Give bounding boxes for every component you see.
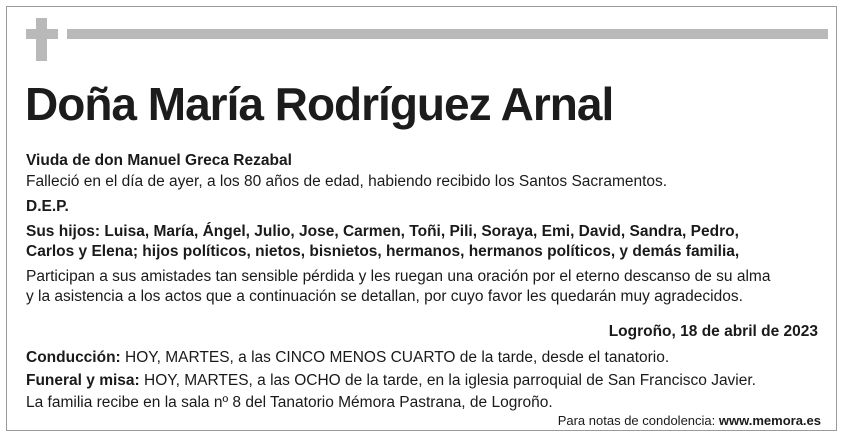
condolence-site-link[interactable]: www.memora.es xyxy=(718,413,821,428)
deceased-name: Doña María Rodríguez Arnal xyxy=(25,78,614,130)
family-line: La familia recibe en la sala nº 8 del Tanatorio Mémora Pastrana, de Logroño. xyxy=(26,394,553,411)
dep-line: D.E.P. xyxy=(26,198,69,215)
cross-icon-vertical xyxy=(36,18,47,61)
condolence-label: Para notas de condolencia: xyxy=(557,413,719,428)
conduction-text: HOY, MARTES, a las CINCO MENOS CUARTO de la tarde, desde el tanatorio. xyxy=(120,349,670,366)
header-rule xyxy=(67,29,828,39)
place-date: Logroño, 18 de abril de 2023 xyxy=(608,323,818,340)
funeral-label: Funeral y misa: xyxy=(26,372,140,389)
cross-icon-horizontal xyxy=(26,29,58,39)
funeral-text: HOY, MARTES, a las OCHO de la tarde, en la iglesia parroquial de San Francisco Javier. xyxy=(139,372,756,389)
conduction-label: Conducción: xyxy=(26,349,121,366)
funeral-line xyxy=(26,371,756,391)
invite-line-1: Participan a sus amistades tan sensible pérdida y les ruegan una oración por el eterno descanso de su alma xyxy=(26,268,771,285)
widow-line: Viuda de don Manuel Greca Rezabal xyxy=(26,152,292,169)
death-line: Falleció en el día de ayer, a los 80 años de edad, habiendo recibido los Santos Sacramentos. xyxy=(26,173,668,190)
conduction-line xyxy=(26,348,669,368)
condolence-footer xyxy=(558,412,821,430)
children-line-2: Carlos y Elena; hijos políticos, nietos, bisnietos, hermanos, hermanos políticos, y demás familia, xyxy=(26,243,740,260)
invite-line-2: y la asistencia a los actos que a continuación se detallan, por cuyo favor les quedarán muy agradecidos. xyxy=(26,288,743,305)
children-line-1: Sus hijos: Luisa, María, Ángel, Julio, Jose, Carmen, Toñi, Pili, Soraya, Emi, David, Sandra, Pedro, xyxy=(26,223,739,240)
